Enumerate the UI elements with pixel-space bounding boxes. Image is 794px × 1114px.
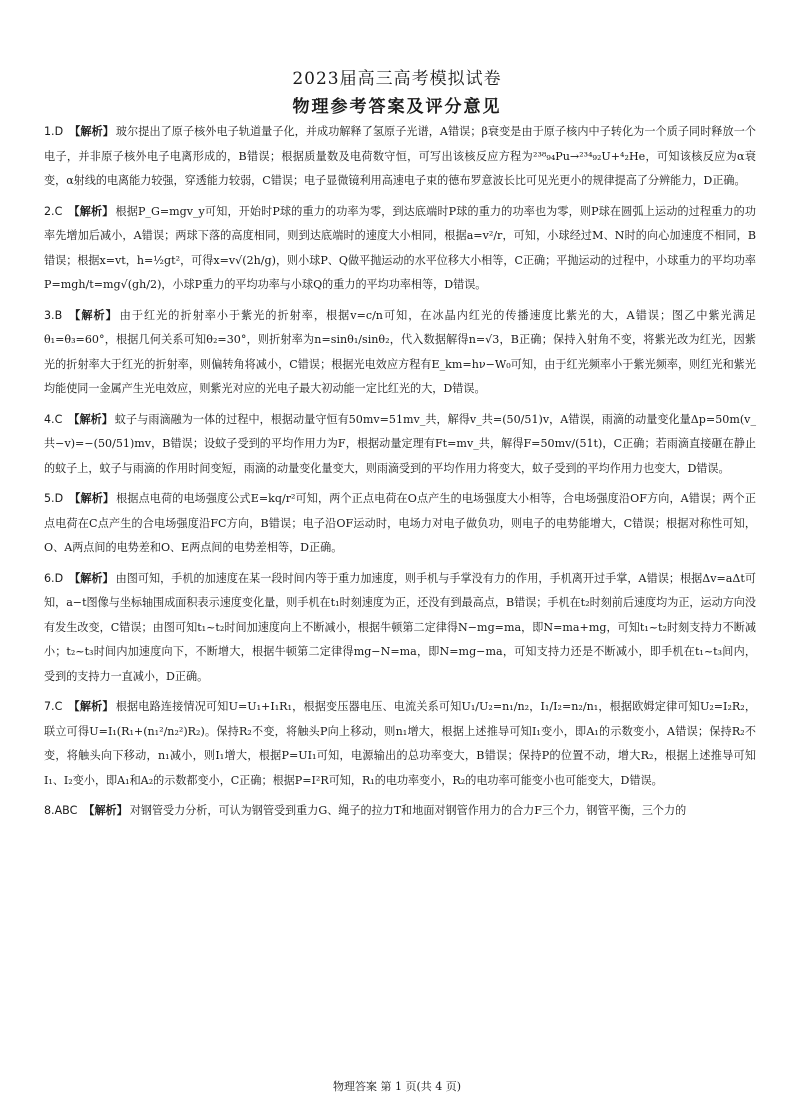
answer-text: 由图可知，手机的加速度在某一段时间内等于重力加速度，则手机与手掌没有力的作用，手机离开过手掌，A错误；根据Δv=aΔt可知，a−t图像与坐标轴围成面积表示速度变化量，则手机在t₁时刻速度为正，还没有到最高点，B错误；手机在t₂时刻前后速度均为正，运动方向没有发生改变，C错误；由图可知t₁~t₂时间加速度向上不断减小，根据牛顿第二定律得N−mg=ma，即N=ma+mg，可知t₁~t₂时刻支持力不断减小；t₂~t₃时间内加速度向下，不断增大，根据牛顿第二定律得mg−N=ma，即N=mg−ma，可知支持力还是不断减小，即手机在t₁~t₃间内，受到的支持力一直减小，D正确。 bbox=[44, 571, 756, 683]
answer-text: 根据P_G=mgv_y可知，开始时P球的重力的功率为零，到达底端时P球的重力的功率也为零，则P球在圆弧上运动的过程重力的功率先增加后减小，A错误；两球下落的高度相同，则到达底端时的速度大小相同，根据a=v²/r，可知，小球经过M、N时的向心加速度不相同，B错误；根据x=vt，h=½gt²，可得x=v√(2h/g)，则小球P、Q做平抛运动的水平位移大小相等，C正确；平抛运动的过程中，小球重力的平均功率P=mgh/t=mg√(gh/2)，小球P重力的平均功率与小球Q的重力的平均功率相等，D错误。 bbox=[44, 204, 756, 291]
answer-number: 1.D bbox=[44, 125, 64, 138]
page-subtitle: 物理参考答案及评分意见 bbox=[292, 97, 502, 117]
answer-text: 蚊子与雨滴融为一体的过程中，根据动量守恒有50mv=51mv_共，解得v_共=(50/51)v，A错误，雨滴的动量变化量Δp=50m(v_共−v)=−(50/51)mv，B错误；设蚊子受到的平均作用力为F，根据动量定理有Ft=mv_共，解得F=50mv/(51t)，C正确；若雨滴直接砸在静止的蚊子上，蚊子与雨滴的作用时间变短，雨滴的动量变化量变大，则雨滴受到的平均作用力将变大，蚊子受到的平均作用力也变大，D错误。 bbox=[44, 412, 756, 475]
answer-item-1 bbox=[44, 120, 756, 194]
answer-item-8 bbox=[44, 799, 756, 824]
analysis-tag: 【解析】 bbox=[68, 308, 118, 322]
analysis-tag: 【解析】 bbox=[68, 412, 113, 426]
answer-item-4 bbox=[44, 408, 756, 482]
answer-number: 4.C bbox=[44, 412, 63, 426]
answer-number: 8.ABC bbox=[44, 804, 78, 817]
answer-item-5 bbox=[44, 487, 756, 561]
answer-number: 2.C bbox=[44, 204, 63, 218]
analysis-tag: 【解析】 bbox=[69, 492, 115, 505]
answer-text: 根据电路连接情况可知U=U₁+I₁R₁，根据变压器电压、电流关系可知U₁/U₂=n₁/n₂，I₁/I₂=n₂/n₁，根据欧姆定律可知U₂=I₂R₂，联立可得U=I₁(R₁+(n₁²/n₂²)R₂)。保持R₂不变，将触头P向上移动，则n₁增大，根据上述推导可知I₁变小，即A₁的示数变小，A错误；保持R₂不变，将触头向下移动，n₁减小，则I₁增大，根据P=UI₁可知，电源输出的总功率变大，B错误；保持P的位置不动，增大R₂，根据上述推导可知I₁、I₂变小，即A₁和A₂的示数都变小，C正确；根据P=I²R可知，R₁的电功率变小，R₂的电功率可能变小也可能变大，D错误。 bbox=[44, 700, 756, 787]
answer-item-3 bbox=[44, 304, 756, 402]
analysis-tag: 【解析】 bbox=[68, 700, 114, 713]
answer-number: 6.D bbox=[44, 571, 64, 585]
answers-list bbox=[44, 120, 756, 830]
answer-number: 7.C bbox=[44, 700, 63, 713]
answer-item-7 bbox=[44, 695, 756, 793]
answer-item-2 bbox=[44, 200, 756, 298]
answer-text: 玻尔提出了原子核外电子轨道量子化，并成功解释了氢原子光谱，A错误；β衰变是由于原子核内中子转化为一个质子同时释放一个电子，并非原子核外电子电离形成的，B错误；根据质量数及电荷数守恒，可写出该核反应方程为²³⁸₉₄Pu→²³⁴₉₂U+⁴₂He，可知该核反应为α衰变，α射线的电离能力较强，穿透能力较弱，C错误；电子显微镜利用高速电子束的德布罗意波长比可见光更小的规律提高了分辨能力，D正确。 bbox=[44, 125, 756, 187]
analysis-tag: 【解析】 bbox=[83, 804, 128, 817]
page-footer: 物理答案 第 1 页(共 4 页) bbox=[332, 1080, 462, 1093]
analysis-tag: 【解析】 bbox=[69, 571, 114, 585]
answer-text: 根据点电荷的电场强度公式E=kq/r²可知，两个正点电荷在O点产生的电场强度大小相等，合电场强度沿OF方向，A错误；两个正点电荷在C点产生的合电场强度沿FC方向，B错误；电子沿OF运动时，电场力对电子做负功，则电子的电势能增大，C错误；根据对称性可知，O、A两点间的电势差和O、E两点间的电势差相等，D正确。 bbox=[44, 492, 756, 554]
answer-number: 3.B bbox=[44, 308, 63, 322]
answer-text: 对钢管受力分析，可认为钢管受到重力G、绳子的拉力T和地面对钢管作用力的合力F三个力，钢管平衡，三个力的 bbox=[129, 804, 687, 817]
answer-number: 5.D bbox=[44, 492, 64, 505]
page-title: 2023届高三高考模拟试卷 bbox=[292, 69, 502, 89]
analysis-tag: 【解析】 bbox=[69, 125, 114, 138]
analysis-tag: 【解析】 bbox=[68, 204, 114, 218]
answer-text: 由于红光的折射率小于紫光的折射率，根据v=c/n可知，在冰晶内红光的传播速度比紫光的大，A错误；图乙中紫光满足θ₁=θ₃=60°，根据几何关系可知θ₂=30°，则折射率为n=sinθ₁/sinθ₂，代入数据解得n=√3，B正确；保持入射角不变，将紫光改为红光，因紫光的折射率大于红光的折射率，则偏转角将减小，C错误；根据光电效应方程有E_km=hν−W₀可知，由于红光频率小于紫光频率，则红光和紫光均能使同一金属产生光电效应，则紫光对应的光电子最大初动能一定比红光的大，D错误。 bbox=[44, 308, 756, 395]
answer-item-6 bbox=[44, 567, 756, 690]
